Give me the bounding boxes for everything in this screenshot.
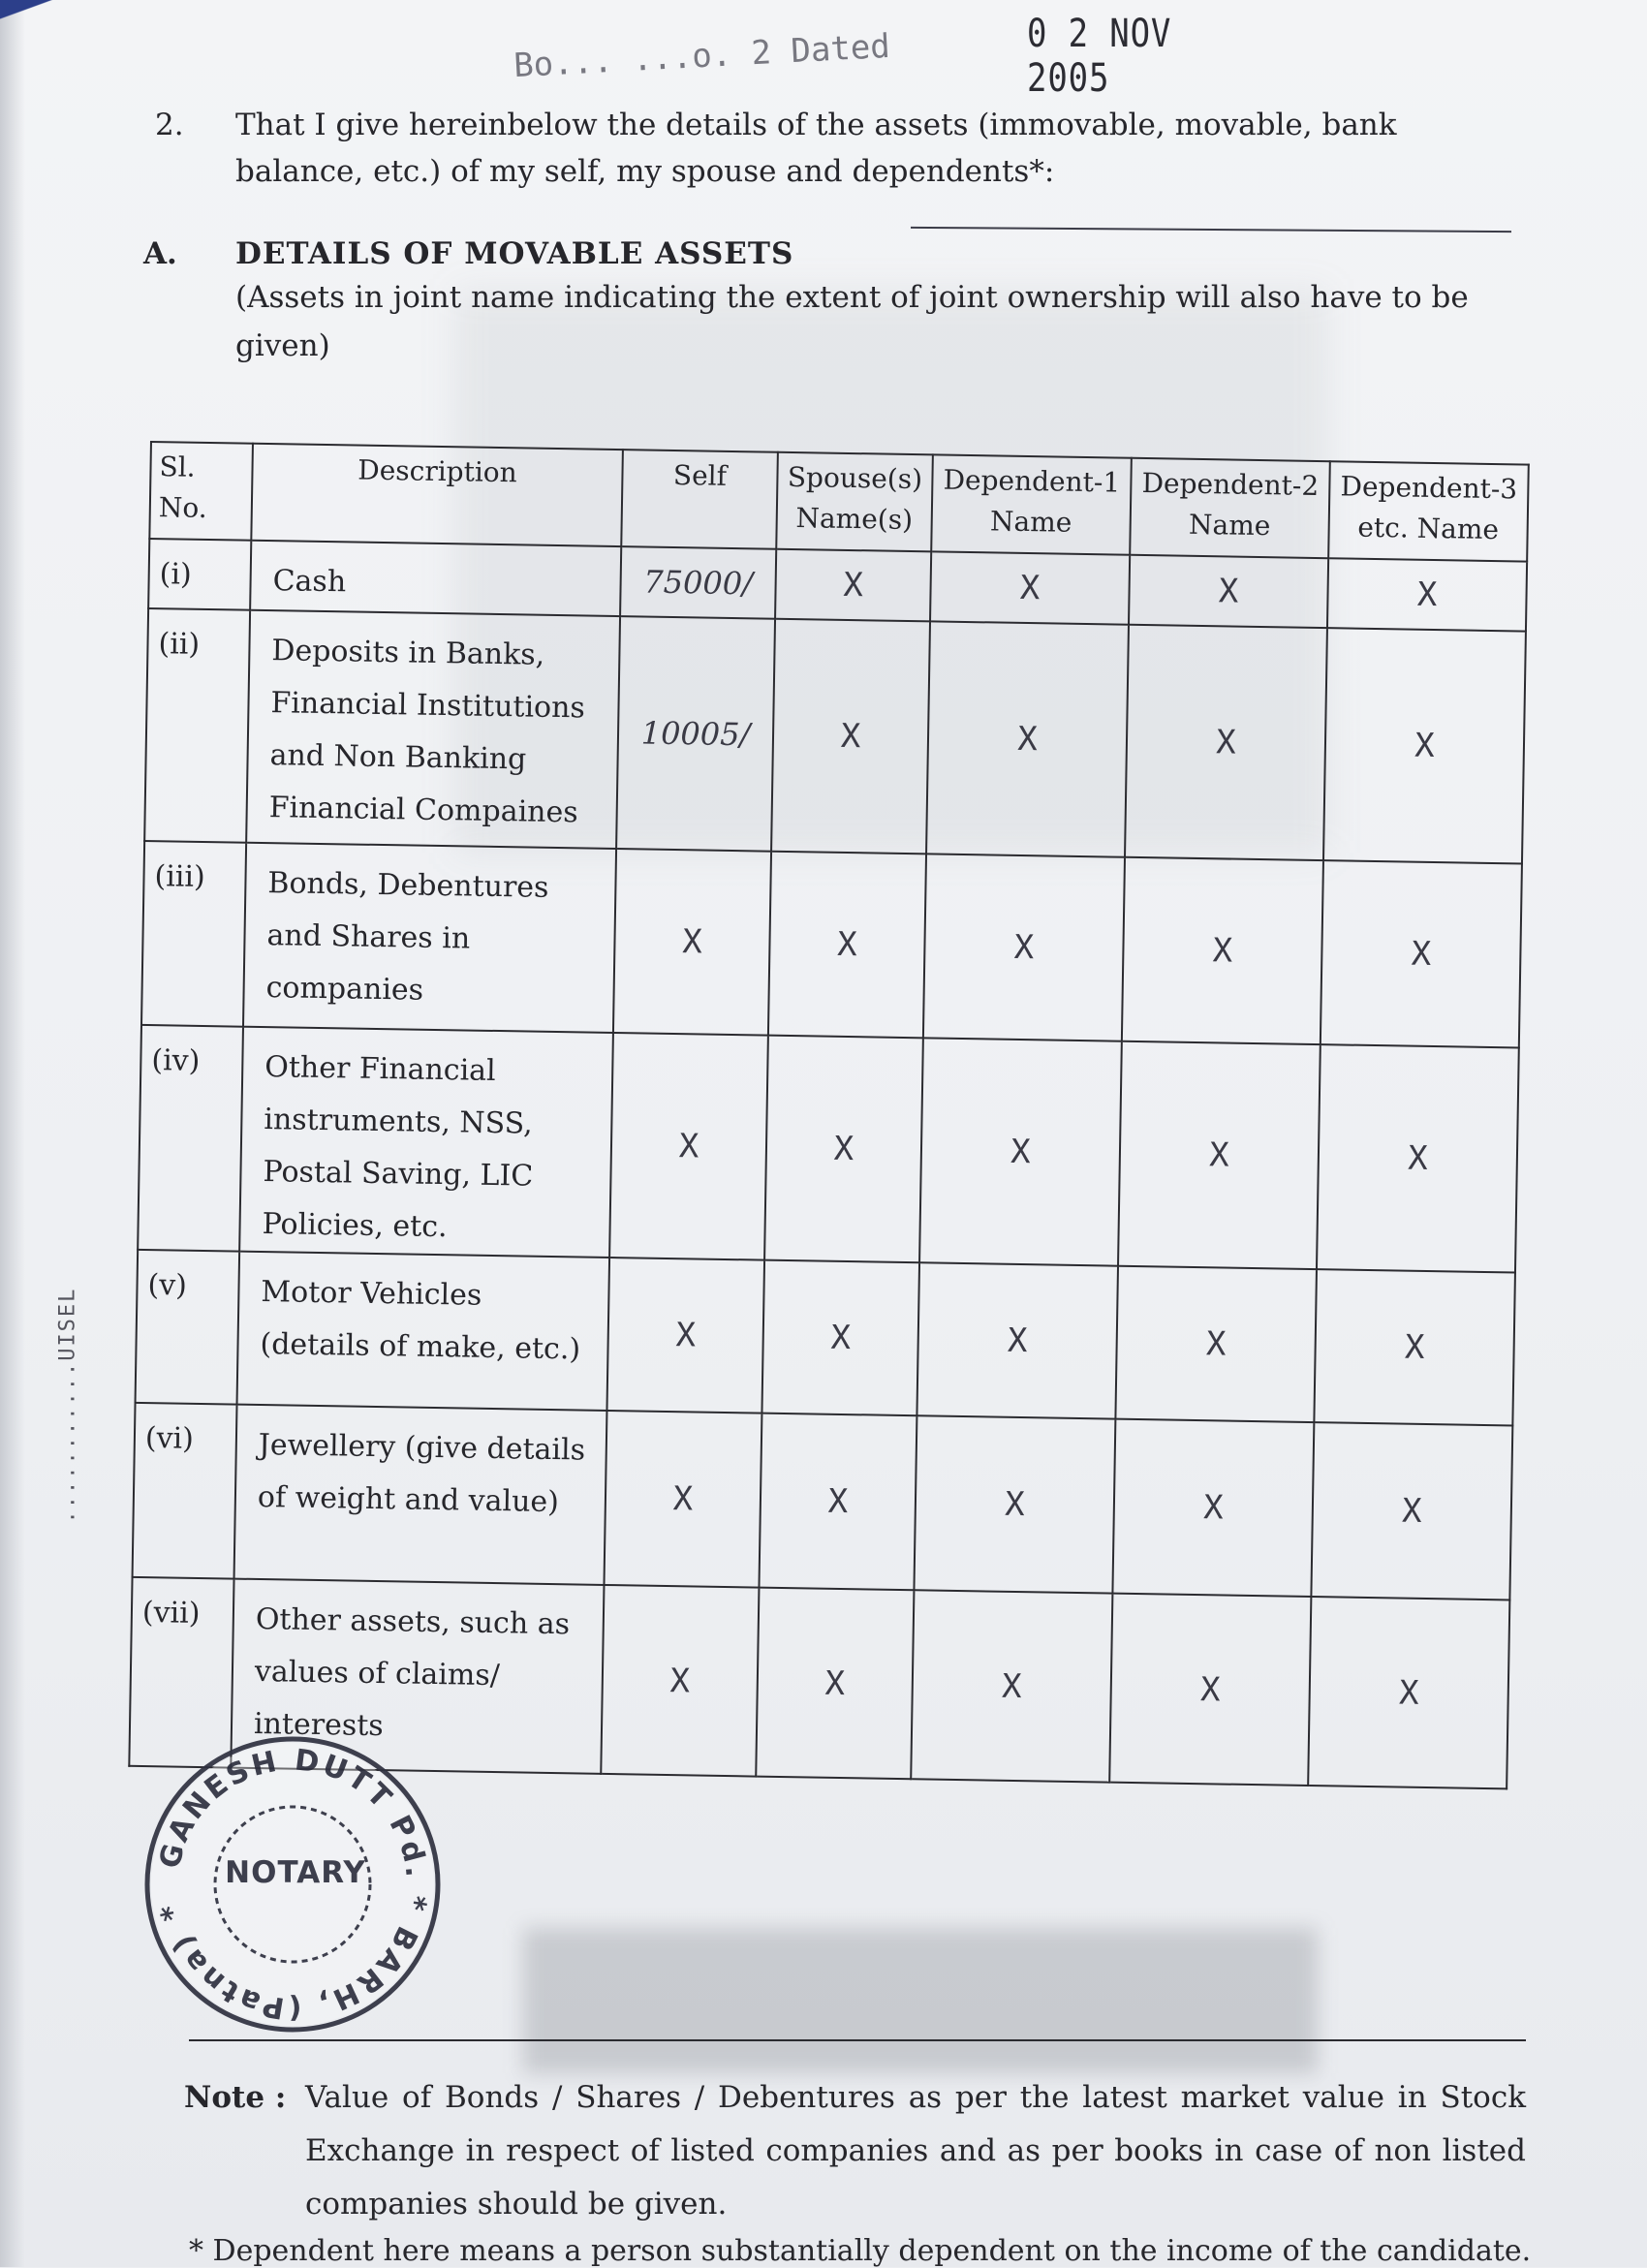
row-sl: (iii) (141, 841, 246, 1027)
row-sl: (vii) (129, 1577, 233, 1768)
cell-spouse: X (775, 549, 931, 622)
row-sl: (vi) (133, 1403, 237, 1579)
bond-number-text: Bo... ...o. 2 Dated (513, 26, 891, 86)
cell-dependent-3: X (1317, 1044, 1519, 1272)
cell-dependent-2: X (1122, 857, 1323, 1044)
cell-self: X (613, 849, 771, 1036)
cell-dependent-3: X (1314, 1269, 1515, 1425)
cell-dependent-2: X (1125, 625, 1327, 860)
cell-spouse: X (768, 852, 926, 1039)
cell-self: X (606, 1258, 764, 1414)
note-text: Value of Bonds / Shares / Debentures as per the latest market value in Stock Exchange in respect of listed companies and as per books in case of non listed companies should be given. (305, 2080, 1526, 2221)
paragraph-number: 2. (155, 108, 184, 142)
row-sl: (ii) (144, 608, 250, 843)
table-row (136, 1250, 1515, 1426)
stamp-ring-text: GANESH DUTT Pd. * BARH, (Patna) * (152, 1743, 434, 2026)
cell-dependent-3: X (1311, 1422, 1512, 1600)
corner-mark (0, 0, 174, 39)
cell-dependent-3: X (1308, 1597, 1509, 1788)
cell-self: 75000/ (620, 546, 776, 619)
table-row (133, 1403, 1513, 1600)
section-letter: A. (143, 236, 177, 271)
cell-spouse: X (756, 1588, 914, 1780)
cell-self: X (609, 1033, 768, 1260)
col-header-spouse: Spouse(s) Name(s) (776, 452, 933, 552)
cell-dependent-1: X (911, 1590, 1112, 1782)
date-stamp: 0 2 NOV 2005 (1027, 12, 1172, 101)
pen-stroke (911, 227, 1511, 233)
bleed-through-shadow-lower (523, 1928, 1318, 2073)
header (513, 8, 1289, 101)
cell-dependent-2: X (1129, 555, 1328, 628)
movable-assets-table (128, 441, 1530, 1789)
col-header-self: Self (621, 450, 778, 549)
col-header-description: Description (251, 444, 623, 546)
row-sl: (iv) (138, 1025, 243, 1252)
cell-self: X (604, 1411, 761, 1588)
cell-dependent-2: X (1109, 1594, 1311, 1786)
row-description: Bonds, Debentures and Shares in companies (243, 843, 616, 1033)
cell-dependent-1: X (923, 854, 1125, 1041)
col-header-dependent-3: Dependent-3 etc. Name (1328, 461, 1529, 561)
table-row (141, 841, 1522, 1048)
cell-dependent-2: X (1112, 1419, 1314, 1597)
row-description: Other Financial instruments, NSS, Postal Saving, LIC Policies, etc. (239, 1027, 613, 1258)
note-label: Note : (184, 2080, 287, 2115)
col-header-dependent-2: Dependent-2 Name (1130, 458, 1330, 558)
col-header-dependent-1: Dependent-1 Name (931, 454, 1132, 554)
margin-handwriting: ...........UISEL (55, 1287, 80, 1524)
cell-dependent-2: X (1118, 1041, 1321, 1269)
cell-dependent-3: X (1323, 628, 1526, 863)
col-header-sl: Sl. No. (149, 442, 253, 541)
row-description: Deposits in Banks, Financial Institutions and Non Banking Financial Compaines (246, 610, 620, 849)
cell-self: 10005/ (616, 616, 775, 852)
row-sl: (v) (136, 1250, 240, 1405)
row-description: Cash (250, 541, 621, 616)
cell-dependent-2: X (1115, 1266, 1317, 1422)
cell-dependent-1: X (926, 621, 1129, 856)
cell-dependent-1: X (930, 551, 1130, 624)
cell-dependent-1: X (919, 1038, 1122, 1265)
cell-dependent-3: X (1321, 860, 1522, 1047)
paragraph-text: That I give hereinbelow the details of the assets (immovable, movable, bank balance, etc.) of my self, my spouse and dependents*: (235, 108, 1397, 189)
section-subtitle: (Assets in joint name indicating the extent of joint ownership will also have to be given) (235, 280, 1469, 363)
row-description: Motor Vehicles (details of make, etc.) (237, 1252, 610, 1411)
note-separator (189, 2039, 1526, 2041)
footnote: * Dependent here means a person substantially dependent on the income of the candidate. (189, 2234, 1532, 2268)
table-row (144, 608, 1526, 864)
cell-self: X (601, 1585, 759, 1777)
cell-dependent-1: X (917, 1262, 1118, 1418)
cell-spouse: X (761, 1260, 919, 1416)
cell-spouse: X (759, 1414, 917, 1591)
page-edge-shadow (0, 0, 25, 2267)
table-row (138, 1025, 1519, 1273)
notary-stamp (138, 1729, 448, 2039)
row-description: Other assets, such as values of claims/ interests (231, 1579, 604, 1774)
row-description: Jewellery (give details of weight and value) (234, 1405, 607, 1585)
cell-spouse: X (771, 619, 930, 854)
stamp-center-text: NOTARY (225, 1855, 366, 1890)
cell-dependent-3: X (1327, 558, 1527, 631)
row-sl: (i) (148, 539, 251, 610)
section-title: DETAILS OF MOVABLE ASSETS (235, 236, 794, 271)
cell-dependent-1: X (914, 1415, 1115, 1593)
cell-spouse: X (764, 1036, 923, 1263)
